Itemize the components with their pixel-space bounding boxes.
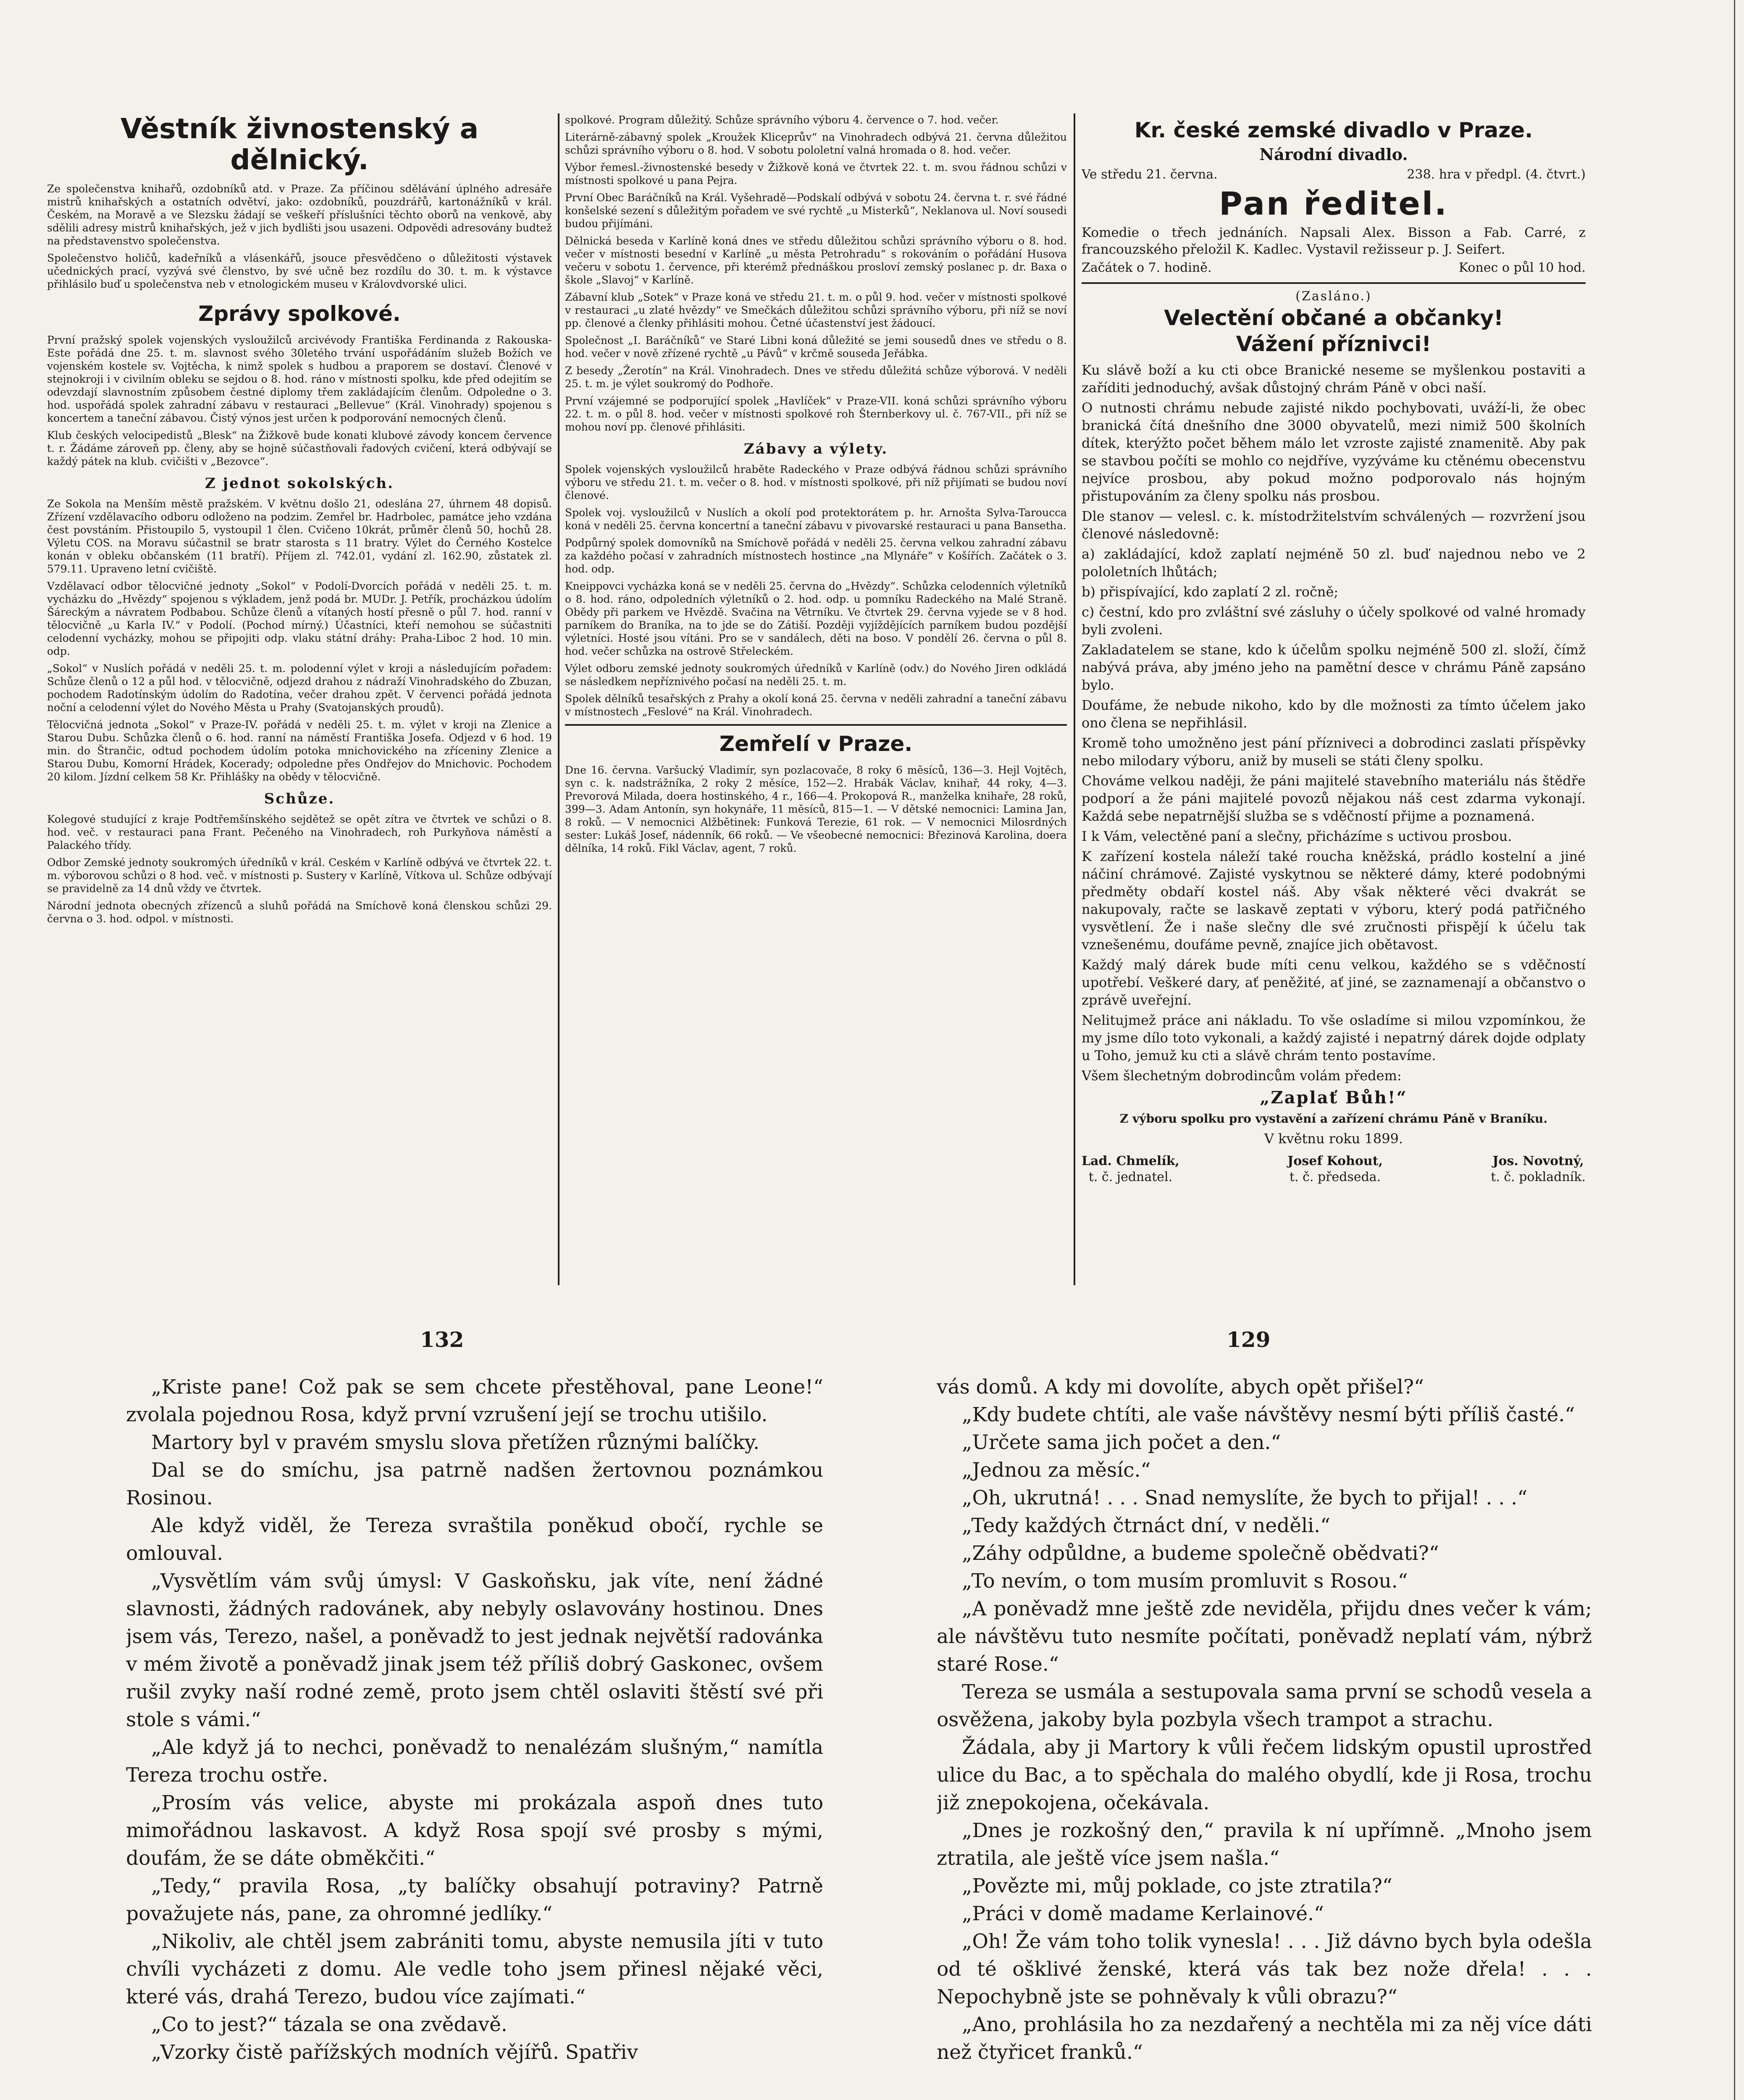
notice-paragraph: Tělocvičná jednota „Sokol“ v Praze-IV. pořádá v neděli 25. t. m. výlet v kroji na Zlenice a Starou Dubu. Schůzka členů o 6. hod. ranní na náměstí Františka Josefa. Odjezd v 6 hod. 19 min. do Štrančic, odtud pochodem údolím potoka mnichovického na zříceniny Zlenice a Starou Dubu, Komorní Hrádek, Kocerady; odpoledne přes Ondřejov do Mnichovic. Pochodem 20 kilom. Jízdní celkem 58 Kr. Přihlášky na obědy v tělocvičně. [47, 719, 552, 783]
theatre-performance: 238. hra v předpl. (4. čtvrt.) [1407, 167, 1586, 182]
notice-paragraph: Kolegové studující z kraje Podtřemšínského sejdětež se opět zítra ve čtvrtek ve schůzi o 8. hod. več. v restauraci pana Frant. Pečeného na Vinohradech, roh Purkyňova náměstí a Palackého třídy. [47, 813, 552, 851]
section-title-zabavy: Zábavy a výlety. [743, 441, 888, 457]
ad-paragraph: O nutnosti chrámu nebude zajisté nikdo pochybovati, uváží-li, že obec branická čítá dnešního dne 3000 obyvatelů, mezi nimiž 500 školních dítek, kterýžto počet během málo let vzroste zajisté znamenitě. Aby pak se stavbou počíti se mohlo co nejdříve, vyzýváme ku ctěnému obecenstvu nejvíce prosbou, aby pokud možno podporovalo nás hojným přistupováním za členy spolku nás prosbou. [1082, 400, 1586, 504]
notice-paragraph: Spolek vojenských vysloužilců hraběte Radeckého v Praze odbývá řádnou schůzi správního výboru ve středu 21. t. m. večer o 8. hod. v místnosti spolkové, při níž přijímati se budou noví členové. [565, 463, 1067, 501]
notice-paragraph: Výbor řemesl.-živnostenské besedy v Žižkově koná ve čtvrtek 22. t. m. svou řádnou schůzi v místnosti spolkové u pana Pejra. [565, 161, 1067, 186]
novel-paragraph: „To nevím, o tom musím promluvit s Rosou.“ [962, 1570, 1408, 1593]
notice-paragraph: Zábavní klub „Sotek“ v Praze koná ve středu 21. t. m. o půl 9. hod. večer v místnosti spolkové v restauraci „u zlaté hvězdy“ ve Smečkách důležitou schůzi správního výboru, při níž se noví pp. členové a členky přihlásiti mohou. Četné účastenství jest žádoucí. [565, 291, 1067, 329]
notice-paragraph: Ze Sokola na Menším městě pražském. V květnu došlo 21, odeslána 27, úhrnem 48 dopisů. Zřízení vzdělavacího odboru odloženo na podzim. Zemřel br. Hadrbolec, památce jeho vzdána čest povstáním. Přistoupilo 5, vystoupil 1 člen. Cvičeno 10krát, průměr členů 50, hochů 28. Výletu COS. na Moravu súčastnil se bratr starosta s 11 bratry. Výlet do Černého Kostelce konán v obleku občanském (11 bratří). Příjem zl. 742.01, vydání zl. 162.90, zůstatek zl. 579.11. Upraveno letní cvičiště. [47, 498, 552, 575]
signatory [1082, 1153, 1179, 1185]
section-title-zivnostensky: Věstník živnostenský a dělnický. [120, 113, 479, 176]
novel-paragraph: „Určete sama jich počet a den.“ [962, 1431, 1281, 1454]
column-3 [1082, 118, 1586, 1281]
ad-paragraph: Každý malý dárek bude míti cenu velkou, každého se s vděčností upotřebí. Veškeré dary, ať peněžité, ať jiné, se zaznamenají a občanstvo o zprávě uveřejní. [1082, 957, 1586, 1008]
signatory-role: t. č. pokladník. [1491, 1170, 1586, 1184]
column-divider [1074, 113, 1075, 1285]
play-title: Pan ředitel. [1219, 185, 1448, 222]
ad-heading-1: Velectění občané a občanky! [1164, 306, 1503, 330]
ad-paragraph: a) zakládající, kdož zaplatí nejméně 50 zl. buď najednou nebo ve 2 pololetních lhůtách; [1082, 546, 1586, 580]
play-start: Začátek o 7. hodině. [1082, 260, 1212, 275]
notice-paragraph: Klub českých velocipedistů „Blesk“ na Žižkově bude konati klubové závody koncem července t. r. Žádáme zároveň pp. členy, aby se hojně súčastňovali řadových cvičení, která odbývají se každý pátek na klub. cvičišti v „Bezovce“. [47, 429, 552, 467]
novel-paragraph: „Kdy budete chtíti, ale vaše návštěvy nesmí býti příliš časté.“ [962, 1403, 1575, 1426]
ad-date: V květnu roku 1899. [1264, 1131, 1403, 1147]
novel-paragraph: „Vzorky čistě pařížských modních vějířů. Spatřiv [151, 2041, 638, 2064]
signatory-name: Lad. Chmelík, [1082, 1154, 1179, 1168]
page-number-right: 129 [1227, 1327, 1271, 1352]
obituaries-paragraph: Dne 16. června. Varšucký Vladimír, syn pozlacovače, 8 roky 6 měsíců, 136—3. Hejl Vojtěch, syn c. k. nadstrážníka, 2 roky 2 měsíce, 152—2. Hrabák Václav, knihař, 44 roky, 4—3. Prevorová Milada, doera hostinského, 4 r., 166—4. Prokopová R., manželka knihaře, 28 roků, 399—3. Adam Antonín, syn hokynáře, 11 měsíců, 815—1. — V dětské nemocnici: Lamina Jan, 8 roků. — V nemocnici Alžbětinek: Funková Terezie, 61 rok. — V nemocnici Milosrdných sester: Lukáš Josef, nádenník, 66 roků. — Ve všeobecné nemocnici: Březinová Karolina, doera dělníka, 14 roků. Fikl Václav, agent, 7 roků. [565, 764, 1067, 854]
novel-paragraph: „Práci v domě madame Kerlainové.“ [962, 1902, 1324, 1925]
ad-committee: Z výboru spolku pro vystavění a zařízení chrámu Páně v Braníku. [1119, 1112, 1548, 1126]
play-description: Komedie o třech jednáních. Napsali Alex. Bisson a Fab. Carré, z francouzského přeložil K. Kadlec. Vystavil režisseur p. J. Seifert. [1082, 225, 1586, 257]
ad-paragraph: Doufáme, že nebude nikoho, kdo by dle možnosti za tímto účelem jako ono člena se nepřihlásil. [1082, 697, 1586, 731]
signatory-role: t. č. předseda. [1289, 1170, 1381, 1184]
page-edge-rule [1734, 0, 1735, 2100]
novel-page-right [937, 1373, 1592, 2100]
notice-paragraph: Kneippovci vycházka koná se v neděli 25. června do „Hvězdy“. Schůzka celodenních výletníků o 8. hod. ráno, odpoledních výletníků o 2. hod. odp. u pomníku Radeckého na Malé Straně. Obědy při parkem ve Hvězdě. Svačina na Větrníku. Ve čtvrtek 29. června vyjede se v 8 hod. parníkem do Braníka, na to jde se do Zátiší. Později vyjíždějících parníkem budou pozdější výletníci. Hosté jsou vítáni. Pro se v sandálech, děti na boso. V pondělí 26. června o půl 8. hod. večer schůzka na ostrově Střeleckém. [565, 580, 1067, 657]
ad-paragraph: b) přispívající, kdo zaplatí 2 zl. ročně; [1082, 584, 1339, 600]
notice-paragraph: První Obec Baráčníků na Král. Vyšehradě—Podskalí odbývá v sobotu 24. června t. r. své řádné konšelské sezení s důležitým pořadem ve své rychtě „u Misterků“, Neklanova ul. Noví sousedi budou přijímáni. [565, 192, 1067, 230]
novel-paragraph: Martory byl v pravém smyslu slova přetížen různými balíčky. [151, 1431, 760, 1454]
notice-paragraph: První vzájemné se podporující spolek „Havlíček“ v Praze-VII. koná schůzi správního výboru 22. t. m. o půl 8. hod. večer v místnosti spolkové roh Šternberkovy ul. č. 767-VII., při níž se mohou noví pp. členové přihlásiti. [565, 395, 1067, 433]
novel-paragraph: Dal se do smíchu, jsa patrně nadšen žertovnou poznámkou Rosinou. [126, 1459, 823, 1509]
ad-blessing: „Zaplať Bůh!“ [1260, 1088, 1408, 1108]
intro-notices [47, 182, 552, 291]
ad-paragraph: Chováme velkou naději, že páni majitelé stavebního materiálu nás štědře podporí a že páni majitelé povozů nějakou náš cest zdarma vykonají. Každá sebe nepatrnější služba se s vděčností přijme a poznamená. [1082, 773, 1586, 824]
ad-heading-2: Vážení příznivci! [1236, 332, 1431, 356]
signatories [1082, 1153, 1586, 1185]
page-number-left: 132 [420, 1327, 464, 1352]
notice-paragraph: Odbor Zemské jednoty soukromých úředníků v král. Ceském v Karlíně odbývá ve čtvrtek 22. t. m. výborovou schůzi o 8 hod. več. v místnosti p. Sustery v Karlíně, Vítkova ul. Schůze odbývají se pravidelně za 14 dnů vždy ve čtvrtek. [47, 856, 552, 895]
ad-paragraph: c) čestní, kdo pro zvláštní své zásluhy o účely spolkové od valné hromady byli zvoleni. [1082, 604, 1586, 638]
novel-paragraph: „A poněvadž mne ještě zde neviděla, přijdu dnes večer k vám; ale návštěvu tuto nesmíte počítati, poněvadž neplatí vám, nýbrž staré Rose.“ [937, 1597, 1592, 1676]
section-divider [565, 724, 1067, 726]
novel-paragraph: „Dnes je rozkošný den,“ pravila k ní upřímně. „Mnoho jsem ztratila, ale ještě více jsem našla.“ [937, 1819, 1592, 1870]
novel-paragraph: Ale když viděl, že Tereza svraštila poněkud obočí, rychle se omlouval. [126, 1514, 823, 1565]
notice-paragraph: Spolek dělníků tesařských z Prahy a okolí koná 25. června v neděli zahradní a taneční zábavu v místnostech „Feslové“ na Král. Vinohradech. [565, 693, 1067, 718]
signatory-name: Jos. Novotný, [1492, 1154, 1584, 1168]
novel-paragraph: „Oh! Že vám toho tolik vynesla! . . . Již dávno bych byla odešla od té ošklivé ženské, která vás tak bez nože dřela! . . . Nepochybně jste se pohněvaly k vůli obrazu?“ [937, 1930, 1592, 2008]
section-divider [1082, 282, 1586, 284]
column-1 [47, 113, 552, 1281]
theatre-date: Ve středu 21. června. [1082, 167, 1218, 182]
column-2 [565, 113, 1067, 1281]
theatre-subtitle: Národní divadlo. [1259, 145, 1408, 164]
theatre-notice [1082, 118, 1586, 276]
novel-paragraph: „Oh, ukrutná! . . . Snad nemyslíte, že bych to přijal! . . .“ [962, 1486, 1528, 1509]
notice-paragraph: Společnost „I. Baráčníků“ ve Staré Libni koná důležité se jemi sousedů dnes ve středu o 8. hod. večer v nově zřízené rychtě „u Pávů“ v krčmě souseda Jeřábka. [565, 334, 1067, 360]
section-title-zemreli: Zemřelí v Praze. [719, 732, 913, 756]
novel-paragraph: „Co to jest?“ tázala se ona zvědavě. [151, 2013, 507, 2036]
novel-paragraph: „Povězte mi, můj poklade, co jste ztratila?“ [962, 1874, 1392, 1898]
novel-paragraph: „Záhy odpůldne, a budeme společně obědvati?“ [962, 1542, 1439, 1565]
notice-paragraph: Ze společenstva knihařů, ozdobníků atd. v Praze. Za příčinou sdělávání úplného adresáře mistrů knihařských a ostatních odvětví, jako: ozdobníků, pouzdrářů, kartonážníků v král. Českém, na Moravě a ve Slezsku žádají se veškeří příslušníci těchto oborů na venkově, aby sdělili adresy mistrů knihařských, jež v jich bydlišti jsou usazeni. Odpovědi adresovány budtež na představenstvo společenstva. [47, 183, 552, 247]
ad-paragraph: Nelitujmež práce ani nákladu. To vše osladíme si milou vzpomínkou, že my jsme dílo toto vykonali, a každý zajisté i nepatrný dárek dojde odplaty u Toho, jemuž ku cti a slávě chrám tento postavíme. [1082, 1012, 1586, 1063]
novel-page-left [126, 1373, 823, 2100]
novel-paragraph: „Tedy,“ pravila Rosa, „ty balíčky obsahují potraviny? Patrně považujete nás, pane, za ohromné jedlíky.“ [126, 1874, 823, 1925]
notice-paragraph: Spolek voj. vysloužilců v Nuslích a okolí pod protektorátem p. hr. Arnošta Sylva-Tarouccа koná v neděli 25. června koncertní a taneční zábavu v pivovarské restauraci u pana Bansetha. [565, 507, 1067, 532]
notice-paragraph: Z besedy „Žerotín“ na Král. Vinohradech. Dnes ve středu důležitá schůze výborová. V neděli 25. t. m. je výlet soukromý do Podhoře. [565, 365, 1067, 390]
notice-paragraph: spolkové. Program důležitý. Schůze správního výboru 4. července o 7. hod. večer. [565, 114, 999, 126]
ad-label: (Zasláno.) [1295, 289, 1372, 304]
novel-paragraph: „Vysvětlím vám svůj úmysl: V Gaskoňsku, jak víte, není žádné slavnosti, žádných radovánek, aby nebyly oslavovány hostinou. Dnes jsem vás, Terezo, našel, a poněvadž to jest jednak největší radovánka v mém životě a poněvadž jinak jsem též příliš dobrý Gaskonec, ovšem rušil zvyky naší rodné země, proto jsem chtěl oslaviti štěstí své při stole s vámi.“ [126, 1570, 823, 1731]
ad-paragraph: Kromě toho umožněno jest pání přízniveci a dobrodinci zaslati příspěvky nebo milodary výboru, aniž by museli se státi členy spolku. [1082, 735, 1586, 769]
ad-paragraph: K zařízení kostela náleží také roucha kněžská, prádlo kostelní a jiné náčiní chrámové. Zajisté vyskytnou se některé dámy, které podobnými předměty obdaří kostel náš. Aby však některé věci dvakrát se nakupovaly, račte se laskavě zeptati v výboru, který podá patřičného vysvětlení. Že i naše slečny dle své zručnosti přispějí k účelu tak vznešenému, doufáme pevně, znajíce jich obětavost. [1082, 848, 1586, 953]
notice-paragraph: Národní jednota obecných zřízenců a sluhů pořádá na Smíchově koná členskou schůzi 29. června o 3. hod. odpol. v místnosti. [47, 900, 552, 925]
theatre-title: Kr. české zemské divadlo v Praze. [1134, 118, 1533, 142]
play-times-row [1082, 260, 1586, 276]
notice-paragraph: Společenstvo holičů, kadeřníků a vlásenkářů, jsouce přesvědčeno o důležitosti výstavek učednických prací, vyzývá své členstvo, by své učně bez rozdílu do 30. t. m. k výstavce přihlásilo buď u společenstva neb v etnologickém museu v Královdvorské ulici. [47, 252, 552, 290]
notice-paragraph: Podpůrný spolek domovníků na Smíchově pořádá v neděli 25. června velkou zahradní zábavu za každého počasí v zahradních místnostech hostince „na Mlynáře“ v Košířích. Začátek o 3. hod. odp. [565, 537, 1067, 575]
signatory-role: t. č. jednatel. [1088, 1170, 1173, 1184]
notice-paragraph: Výlet odboru zemské jednoty soukromých úředníků v Karlíně (odv.) do Nového Jiren odkládá se následkem nepříznivého počasí na neděli 25. t. m. [565, 662, 1067, 688]
novel-paragraph: „Prosím vás velice, abyste mi prokázala aspoň dnes tuto mimořádnou laskavost. A když Rosa spojí své prosby s mými, doufám, že se dáte obměkčiti.“ [126, 1791, 823, 1870]
notice-paragraph: Literárně-zábavný spolek „Kroužek Kliceprův“ na Vinohradech odbývá 21. června důležitou schůzi správního výboru o 8. hod. V sobotu pololetní valná hromada o 8. hod. večer. [565, 131, 1067, 156]
section-title-spolkove: Zprávy spolkové. [198, 302, 401, 326]
ad-paragraph: I k Vám, velectěné paní a slečny, přicházíme s uctivou prosbou. [1082, 828, 1512, 844]
novel-paragraph: Tereza se usmála a sestupovala sama první se schodů vesela a osvěžena, jakoby byla pozbyla všech trampot a strachu. [937, 1680, 1592, 1731]
novel-paragraph: Žádala, aby ji Martory k vůli řečem lidským opustil uprostřed ulice du Bac, a to spěchala do malého obydlí, kde ji Rosa, trochu již znepokojena, očekávala. [937, 1736, 1592, 1814]
novel-paragraph: „Nikoliv, ale chtěl jsem zabrániti tomu, abyste nemusila jíti v tuto chvíli vycházeti z domu. Ale vedle toho jsem přinesl nějaké věci, které vás, drahá Terezo, budou více zajímati.“ [126, 1930, 823, 2008]
signatory [1491, 1153, 1586, 1185]
church-appeal [1082, 288, 1586, 1185]
ad-paragraph: Zakladatelem se stane, kdo k účelům spolku nejméně 500 zl. složí, čímž nabývá práva, aby jméno jeho na pamětní desce v chrámu Páně zapsáno bylo. [1082, 642, 1586, 693]
signatory-name: Josef Kohout, [1287, 1154, 1383, 1168]
signatory [1287, 1153, 1383, 1185]
novel-paragraph: „Ano, prohlásila ho za nezdařený a nechtěla mi za něj více dáti než čtyřicet franků.“ [937, 2013, 1592, 2064]
ad-paragraph: Dle stanov — velesl. c. k. místodržitelstvím schválených — rozvržení jsou členové následovně: [1082, 508, 1586, 542]
column-divider [558, 113, 559, 1285]
ad-paragraph: Všem šlechetným dobrodincům volám předem: [1082, 1068, 1402, 1084]
section-title-schuze: Schůze. [264, 790, 335, 807]
ad-paragraph: Ku slávě boží a ku cti obce Branické neseme se myšlenkou postaviti a zaříditi jednoduchý, avšak důstojný chrám Páně v obci naší. [1082, 362, 1586, 396]
play-end: Konec o půl 10 hod. [1458, 260, 1586, 275]
notice-paragraph: Vzdělavací odbor tělocvičné jednoty „Sokol“ v Podolí-Dvorcích pořádá v neděli 25. t. m. vycházku do „Hvězdy“ spojenou s výkladem, jenž podá br. MUDr. J. Petřík, procházkou údolím Šáreckým a návratem Podbabou. Schůze členů a vítaných hostí přesně o půl 7. hod. ranní v tělocvičně „u Karla IV.“ v Podolí. (Pochod mírný.) Účastníci, kteří nemohou se súčastniti celodenní vycházky, mohou se připojiti odp. vlaku státní dráhy: Praha-Liboc 2 hod. 10 min. odp. [47, 580, 552, 657]
section-title-sokol: Z jednot sokolských. [205, 475, 394, 492]
novel-paragraph: vás domů. A kdy mi dovolíte, abych opět přišel?“ [937, 1376, 1424, 1399]
novel-paragraph: „Jednou za měsíc.“ [962, 1459, 1151, 1482]
novel-paragraph: „Ale když já to nechci, poněvadž to nenalézám slušným,“ namítla Tereza trochu ostře. [126, 1736, 823, 1787]
notice-paragraph: Dělnická beseda v Karlíně koná dnes ve středu důležitou schůzi správního výboru o 8. hod. večer v místnosti besední v Karlíně „u města Petrohradu“ s rokováním o pořádání Husova večeru v sobotu 1. července, při kterémž přednáškou prosloví zemský poslanec p. dr. Baxa o škole „Slavoj“ v Karlíně. [565, 235, 1067, 286]
novel-paragraph: „Kriste pane! Což pak se sem chcete přestěhoval, pane Leone!“ zvolala pojednou Rosa, když první vzrušení její se trochu utišilo. [126, 1376, 823, 1426]
notice-paragraph: „Sokol“ v Nuslích pořádá v neděli 25. t. m. polodenní výlet v kroji a následujícím pořadem: Schůze členů o 12 a půl hod. v tělocvičně, odjezd drahou z nádraží Vinohradského do Zbuzan, pochodem Radotínským údolím do Radotína, večer drahou zpět. V červenci pořádá jednota noční a celodenní výlet do Nového Města u Prahy (Svatojanských proudů). [47, 662, 552, 714]
notice-paragraph: První pražský spolek vojenských vysloužilců arcivévody Františka Ferdinanda z Rakouska-Este pořádá dne 25. t. m. slavnost svého 30letého trvání uspořádáním služeb Božích ve vojenském kostele sv. Vojtěcha, k nimž spolek s hudbou a praporem se dostaví. Členové v stejnokroji i v civilním obleku se sejdou o 8. hod. ráno v místnosti spolku, kde před odejitím se odevzdají slavnostním způsobem čestné diplomy třem zakládajícím členům. Odpoledne o 3. hod. uspořádá spolek zahradní zábavu v restauraci „Bellevue“ (Král. Vinohrady) spojenou s koncertem a taneční zábavou. Čistý výnos jest určen k podporování nemocných členů. [47, 334, 552, 424]
theatre-date-row [1082, 166, 1586, 183]
novel-paragraph: „Tedy každých čtrnáct dní, v neděli.“ [962, 1514, 1331, 1537]
